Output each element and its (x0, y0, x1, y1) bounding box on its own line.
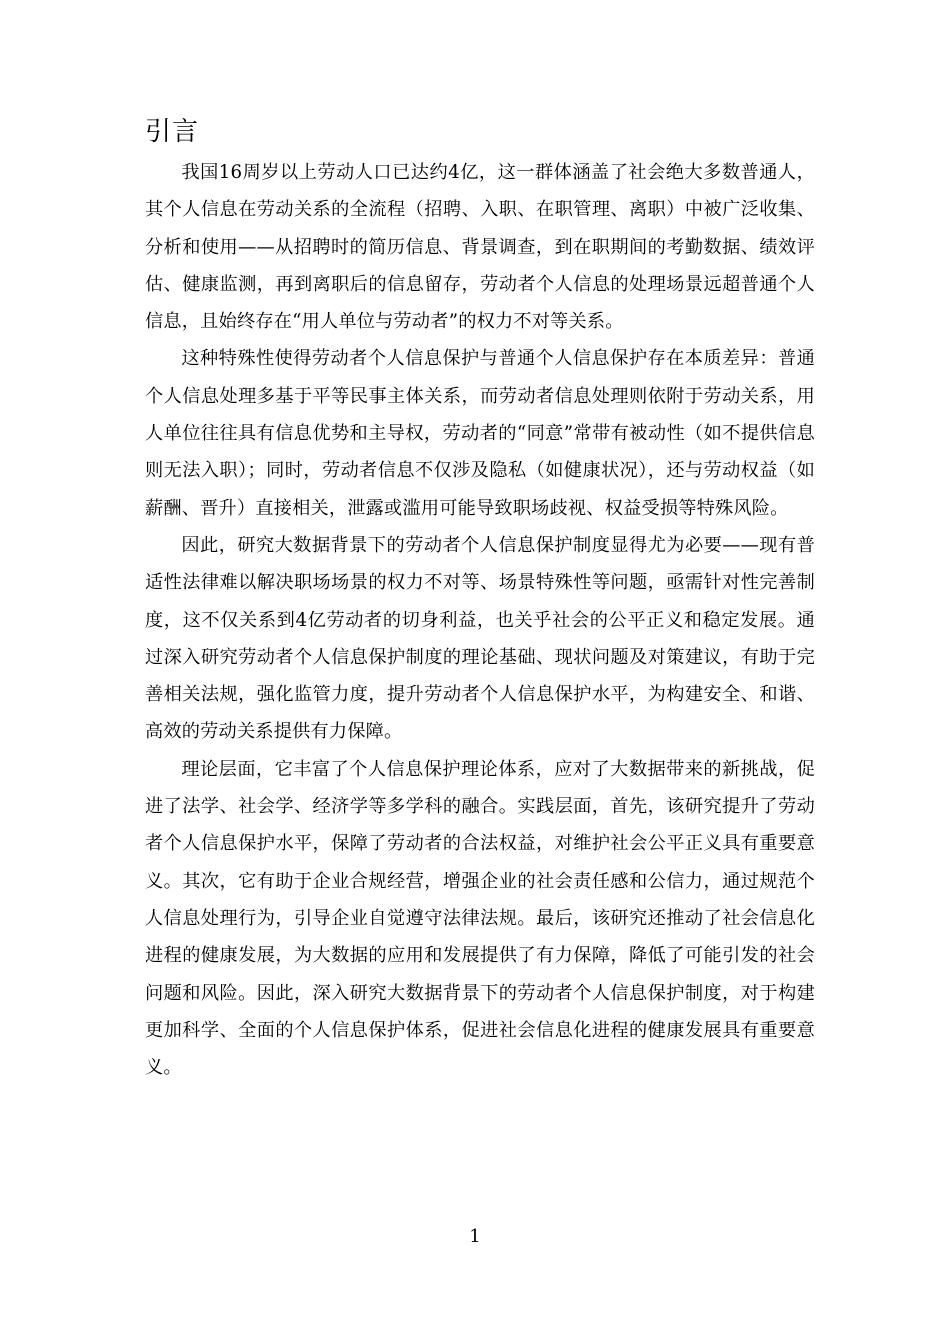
page-number: 1 (469, 1226, 481, 1247)
page-content (145, 112, 815, 1086)
body-paragraph: 因此，研究大数据背景下的劳动者个人信息保护制度显得尤为必要——现有普适性法律难以解决职场场景的权力不对等、场景特殊性等问题，亟需针对性完善制度，这不仅关系到4亿劳动者的切身利益，也关乎社会的公平正义和稳定发展。通过深入研究劳动者个人信息保护制度的理论基础、现状问题及对策建议，有助于完善相关法规，强化监管力度，提升劳动者个人信息保护水平，为构建安全、和谐、高效的劳动关系提供有力保障。 (145, 534, 815, 743)
body-paragraph: 理论层面，它丰富了个人信息保护理论体系，应对了大数据带来的新挑战，促进了法学、社会学、经济学等多学科的融合。实践层面，首先，该研究提升了劳动者个人信息保护水平，保障了劳动者的合法权益，对维护社会公平正义具有重要意义。其次，它有助于企业合规经营，增强企业的社会责任感和公信力，通过规范个人信息处理行为，引导企业自觉遵守法律法规。最后，该研究还推动了社会信息化进程的健康发展，为大数据的应用和发展提供了有力保障，降低了可能引发的社会问题和风险。因此，深入研究大数据背景下的劳动者个人信息保护制度，对于构建更加科学、全面的个人信息保护体系，促进社会信息化进程的健康发展具有重要意义。 (145, 758, 815, 1079)
section-heading: 引言 (145, 117, 200, 147)
body-paragraph: 这种特殊性使得劳动者个人信息保护与普通个人信息保护存在本质差异：普通个人信息处理多基于平等民事主体关系，而劳动者信息处理则依附于劳动关系，用人单位往往具有信息优势和主导权，劳动者的“同意”常带有被动性（如不提供信息则无法入职）；同时，劳动者信息不仅涉及隐私（如健康状况），还与劳动权益（如薪酬、晋升）直接相关，泄露或滥用可能导致职场歧视、权益受损等特殊风险。 (145, 348, 815, 519)
body-paragraph: 我国16周岁以上劳动人口已达约4亿，这一群体涵盖了社会绝大多数普通人，其个人信息在劳动关系的全流程（招聘、入职、在职管理、离职）中被广泛收集、分析和使用——从招聘时的简历信息、背景调查，到在职期间的考勤数据、绩效评估、健康监测，再到离职后的信息留存，劳动者个人信息的处理场景远超普通个人信息，且始终存在“用人单位与劳动者”的权力不对等关系。 (145, 162, 815, 333)
